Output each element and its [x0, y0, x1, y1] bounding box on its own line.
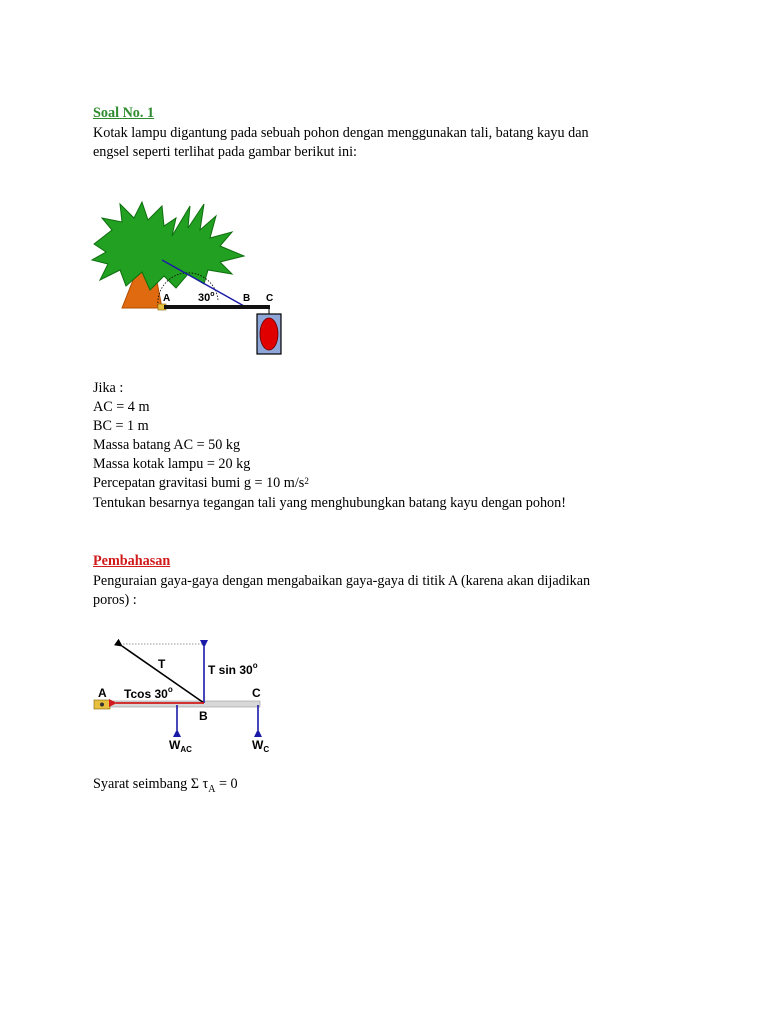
- label-b: B: [243, 293, 251, 304]
- label-t: T: [158, 657, 166, 671]
- rod-gray: [102, 701, 260, 707]
- label-w-c: $W_C$: [252, 738, 270, 754]
- problem-heading: Soal No. 1: [93, 105, 155, 121]
- label-t-sin: T sin 30$^o$: [208, 661, 258, 677]
- given-gravity: Percepatan gravitasi bumi g = 10 $m/s^2$: [93, 475, 309, 491]
- rod: [164, 305, 270, 309]
- label-angle: 30$^o$: [198, 291, 215, 304]
- label-w-ac: $W_{AC}$: [169, 738, 192, 754]
- label-c: C: [266, 293, 274, 304]
- given-label: Jika :: [93, 380, 124, 396]
- figure-force-diagram: [92, 640, 292, 760]
- given-bc: BC = 1 m: [93, 418, 149, 434]
- given-lamp-mass: Massa kotak lampu = 20 kg: [93, 456, 251, 472]
- solution-heading: Pembahasan: [93, 553, 171, 569]
- intro-line-1: Kotak lampu digantung pada sebuah pohon dengan menggunakan tali, batang kayu dan: [93, 125, 589, 141]
- label-b2: B: [199, 709, 208, 723]
- given-ac: AC = 4 m: [93, 399, 150, 415]
- figure-tree-lamp: [92, 200, 312, 360]
- label-a: A: [163, 293, 171, 304]
- label-t-cos: Tcos 30$^o$: [124, 685, 173, 701]
- given-rod-mass: Massa batang AC = 50 kg: [93, 437, 241, 453]
- question: Tentukan besarnya tegangan tali yang menghubungkan batang kayu dengan pohon!: [93, 495, 566, 511]
- label-a2: A: [98, 686, 107, 700]
- lamp-bulb: [260, 318, 278, 350]
- label-c2: C: [252, 686, 261, 700]
- tree-foliage: [92, 202, 244, 290]
- solution-line-2: poros) :: [93, 592, 137, 608]
- solution-line-1: Penguraian gaya-gaya dengan mengabaikan gaya-gaya di titik A (karena akan dijadikan: [93, 573, 591, 589]
- intro-line-2: engsel seperti terlihat pada gambar berikut ini:: [93, 144, 357, 160]
- equilibrium-condition: Syarat seimbang Σ $\tau_A = 0$: [93, 776, 238, 795]
